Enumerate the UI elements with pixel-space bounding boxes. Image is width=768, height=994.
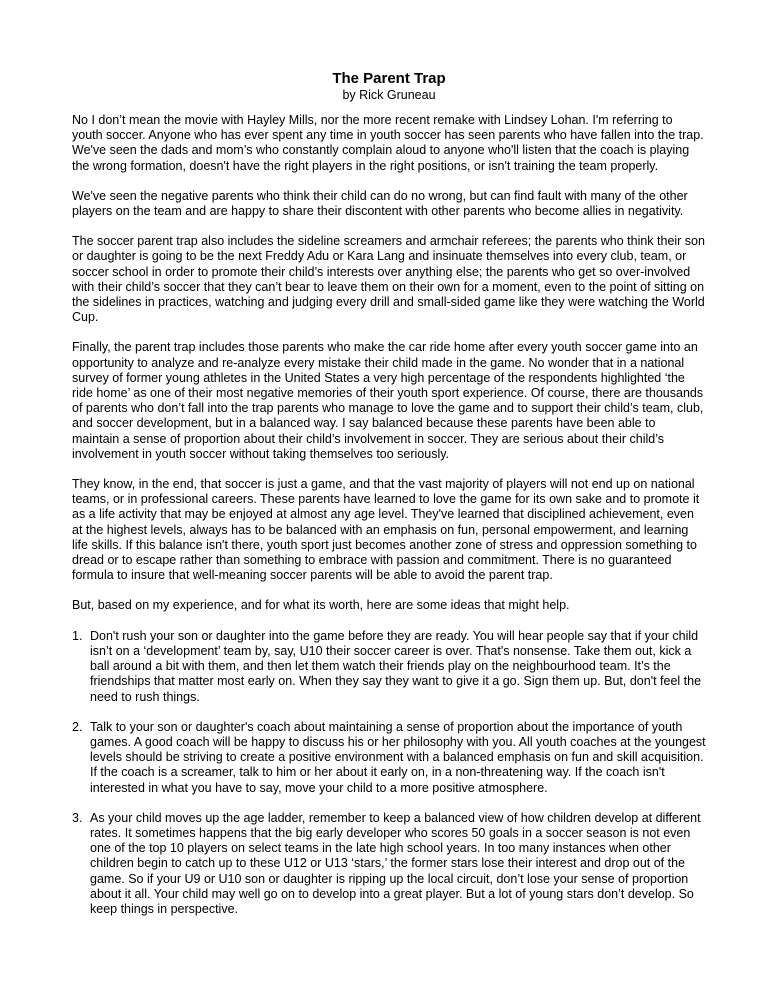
numbered-list	[72, 629, 706, 917]
list-item-number: 2.	[72, 719, 83, 734]
list-item	[72, 720, 706, 796]
paragraph: But, based on my experience, and for what its worth, here are some ideas that might help.	[72, 598, 570, 613]
list-item	[72, 811, 706, 917]
list-item-text: As your child moves up the age ladder, remember to keep a balanced view of how children develop at different rates. It sometimes happens that the big early developer who scores 50 goals in a soccer season is not even one of the top 10 players on select teams in the late high school years. In too many instances when other children begin to catch up to these U12 or U13 ‘stars,’ the former stars lose their interest and drop out of the game. So if your U9 or U10 son or daughter is ripping up the local circuit, don’t lose your sense of proportion about it all. Your child may well go on to develop into a great player. But a lot of young stars don’t develop. So keep things in perspective.	[90, 810, 701, 916]
list-item	[72, 629, 706, 705]
paragraph: No I don’t mean the movie with Hayley Mills, nor the more recent remake with Lindsey Lohan. I'm referring to youth soccer. Anyone who has ever spent any time in youth soccer has seen parents who have fallen into the trap. We've seen the dads and mom’s who constantly complain aloud to anyone who'll listen that the coach is playing the wrong formation, doesn't have the right players in the right positions, or isn't training the team properly.	[72, 113, 704, 173]
paragraph: We've seen the negative parents who think their child can do no wrong, but can find fault with many of the other players on the team and are happy to share their discontent with other parents who become allies in negativity.	[72, 188, 688, 219]
list-item-text: Don't rush your son or daughter into the game before they are ready. You will hear people say that if your child isn’t on a ‘development’ team by, say, U10 their soccer career is over. That's nonsense. Take them out, kick a ball around a bit with them, and then let them watch their friends play on the neighbourhood team. It’s the friendships that matter most early on. When they say they want to give it a go. Sign them up. But, don't feel the need to rush things.	[90, 628, 702, 704]
document-byline: by Rick Gruneau	[342, 88, 436, 102]
list-item-number: 3.	[72, 810, 83, 825]
paragraph: Finally, the parent trap includes those parents who make the car ride home after every youth soccer game into an opportunity to analyze and re-analyze every mistake their child made in the game. No wonder that in a national survey of former young athletes in the United States a very high percentage of the respondents highlighted ‘the ride home’ as one of their most negative memories of their youth sport experience. Of course, there are thousands of parents who don’t fall into the trap parents who manage to love the game and to support their child’s team, club, and soccer development, but in a balanced way. I say balanced because these parents have been able to maintain a sense of proportion about their child’s involvement in soccer. They are serious about their child’s involvement in youth soccer without taking themselves too seriously.	[72, 340, 704, 461]
document-title: The Parent Trap	[332, 70, 446, 87]
list-item-number: 1.	[72, 628, 83, 643]
list-item-text: Talk to your son or daughter's coach about maintaining a sense of proportion about the importance of youth games. A good coach will be happy to discuss his or her philosophy with you. All youth coaches at the youngest levels should be striving to create a positive environment with a balanced emphasis on fun and skill acquisition. If the coach is a screamer, talk to him or her about it early on, in a non-threatening way. If the coach isn't interested in what you have to say, move your child to a more positive atmosphere.	[90, 719, 706, 795]
paragraph: They know, in the end, that soccer is just a game, and that the vast majority of players will not end up on national teams, or in professional careers. These parents have learned to love the game for its own sake and to promote it as a life activity that may be enjoyed at almost any age level. They've learned that disciplined achievement, even at the highest levels, always has to be balanced with an emphasis on fun, personal empowerment, and learning life skills. If this balance isn't there, youth sport just becomes another zone of stress and oppression something to dread or to escape rather than something to embrace with passion and commitment. There is no guaranteed formula to insure that well-meaning soccer parents will be able to avoid the parent trap.	[72, 477, 700, 583]
paragraph: The soccer parent trap also includes the sideline screamers and armchair referees; the parents who think their son or daughter is going to be the next Freddy Adu or Kara Lang and insinuate themselves into every club, team, or soccer school in order to promote their child’s interests over anything else; the parents who get so over-involved with their child’s soccer that they can’t bear to leave them on their own for a moment, even to the point of sitting on the sidelines in practices, watching and judging every drill and small-sided game like they were watching the World Cup.	[72, 234, 705, 325]
